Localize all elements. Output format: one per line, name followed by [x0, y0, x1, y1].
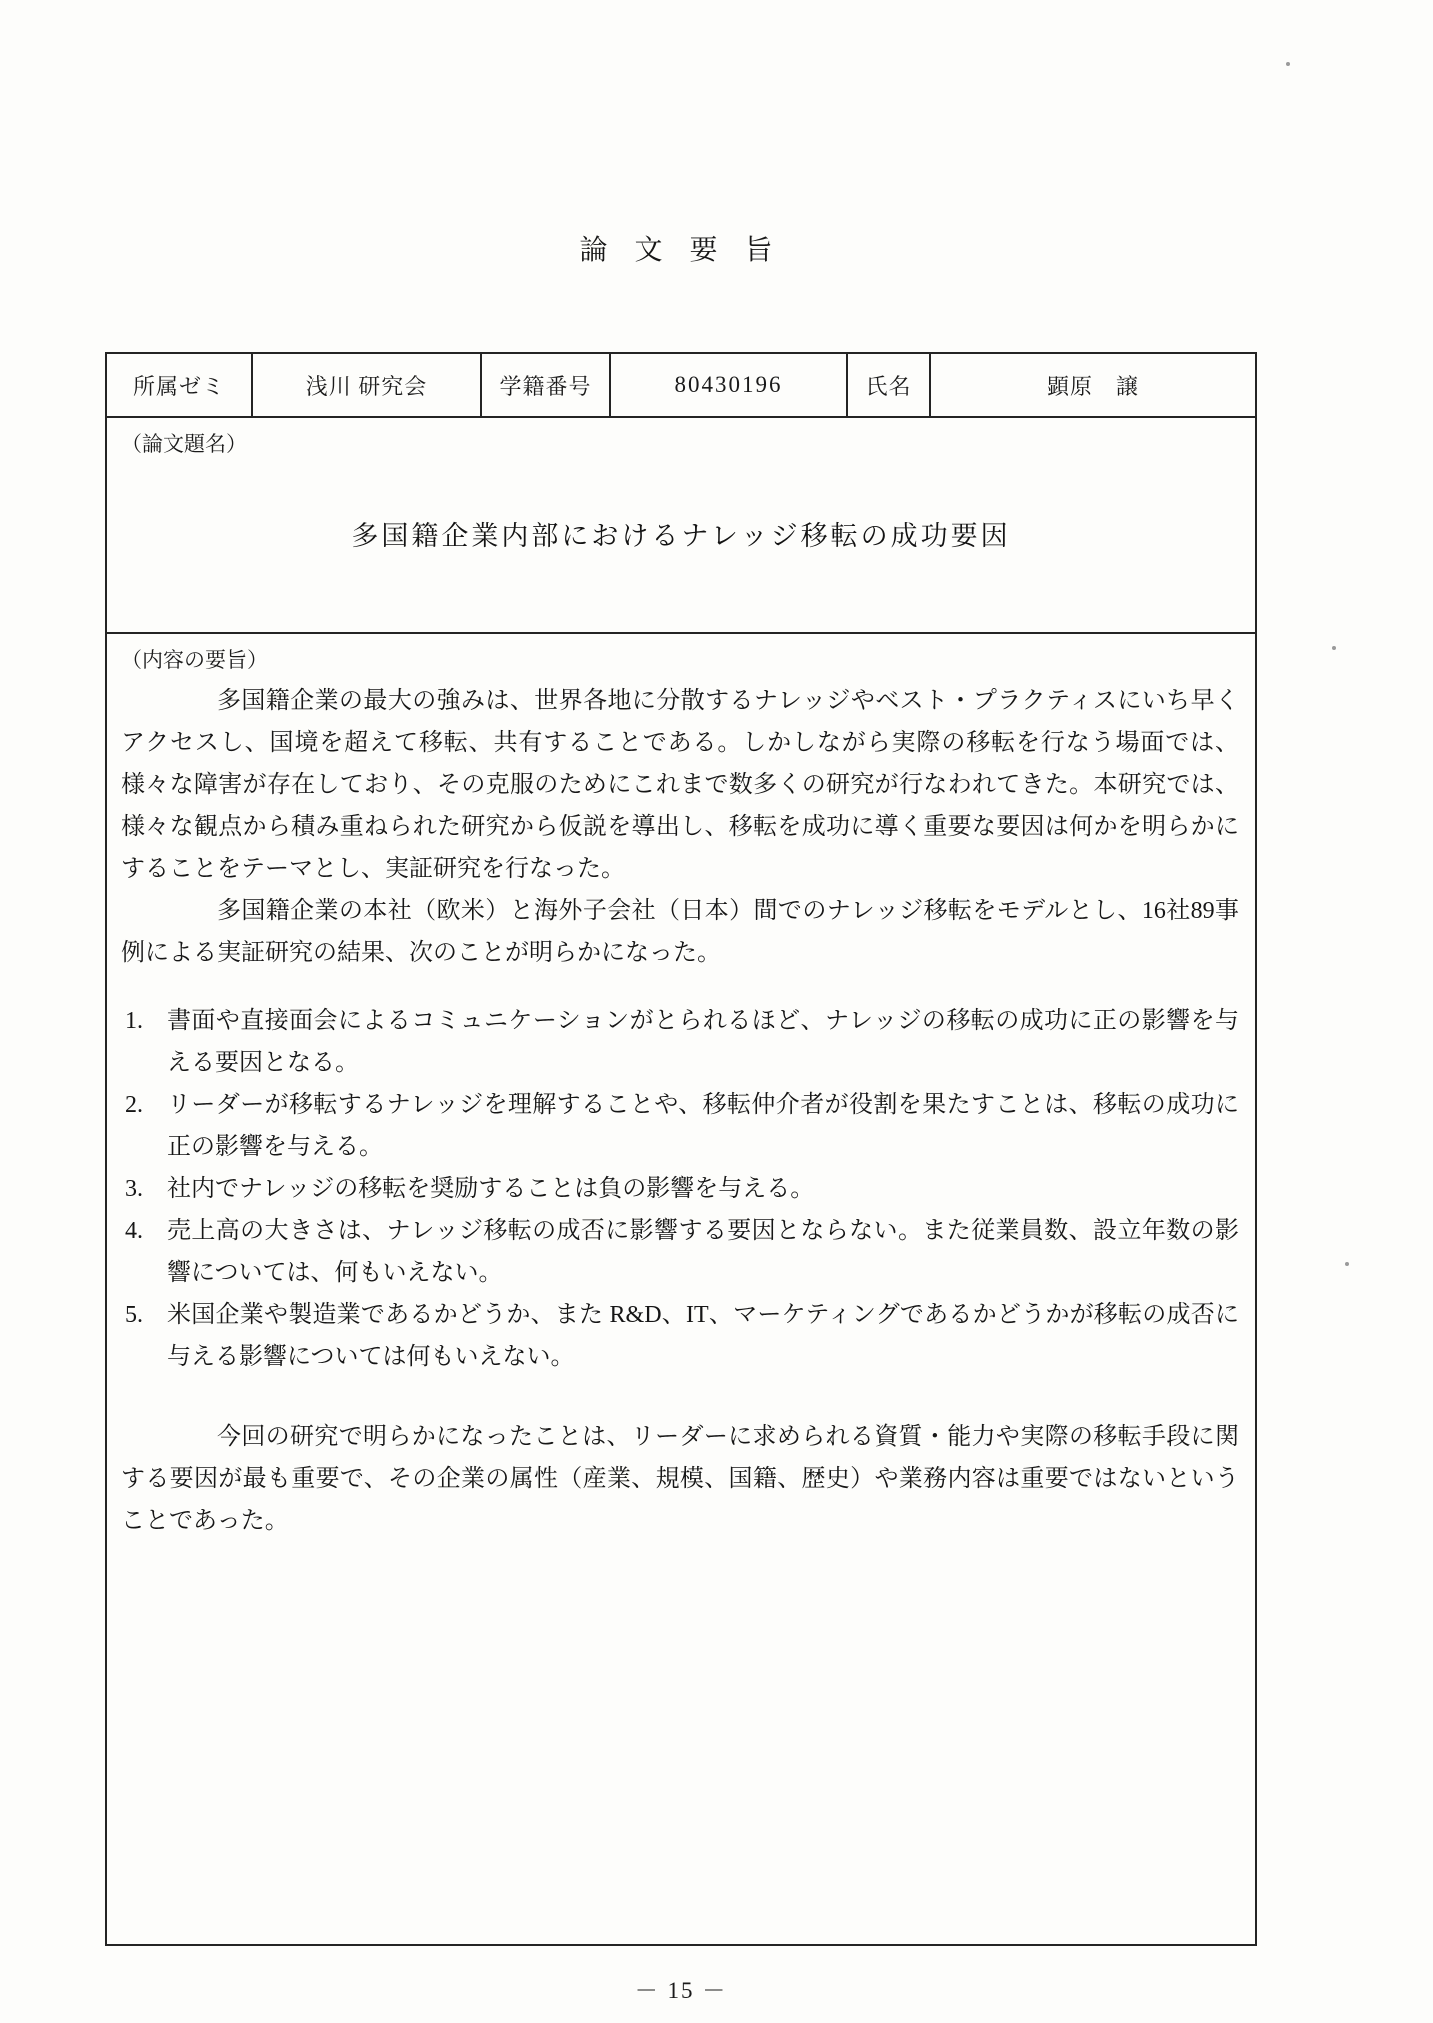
abstract-paragraph-1: 多国籍企業の最大の強みは、世界各地に分散するナレッジやベスト・プラクティスにいち早くアクセスし、国境を超えて移転、共有することである。しかしながら実際の移転を行なう場面では、様々な障害が存在しており、その克服のためにこれまで数多くの研究が行なわれてきた。本研究では、様々な観点から積み重ねられた研究から仮説を導出し、移転を成功に導く重要な要因は何かを明らかにすることをテーマとし、実証研究を行なった。: [121, 688, 1239, 882]
abstract-form-table: [105, 352, 1257, 1946]
list-item-number: 5.: [125, 1302, 143, 1328]
scan-artifact: [1332, 646, 1336, 650]
scan-artifact: [1286, 62, 1290, 66]
student-id-label-cell: 学籍番号: [482, 354, 611, 416]
student-id-value-cell: 80430196: [611, 354, 848, 416]
findings-list: [121, 1000, 1239, 1378]
list-item-text: 書面や直接面会によるコミュニケーションがとられるほど、ナレッジの移転の成功に正の影響を与える要因となる。: [167, 1008, 1239, 1076]
thesis-title-box: [107, 418, 1255, 634]
abstract-label: （内容の要旨）: [121, 648, 268, 672]
list-item-number: 2.: [125, 1092, 143, 1118]
abstract-box: [107, 634, 1255, 1940]
list-item-number: 3.: [125, 1176, 143, 1202]
list-item-number: 1.: [125, 1008, 143, 1034]
header-row: [107, 354, 1255, 418]
abstract-body: [121, 680, 1239, 1542]
list-item: [121, 1210, 1239, 1294]
abstract-paragraph-2: 多国籍企業の本社（欧米）と海外子会社（日本）間でのナレッジ移転をモデルとし、16社89事例による実証研究の結果、次のことが明らかになった。: [121, 898, 1239, 966]
thesis-title: 多国籍企業内部におけるナレッジ移転の成功要因: [351, 521, 1011, 551]
seminar-label-cell: 所属ゼミ: [107, 354, 253, 416]
list-item-text: 売上高の大きさは、ナレッジ移転の成否に影響する要因とならない。また従業員数、設立年数の影響については、何もいえない。: [167, 1218, 1239, 1286]
list-item-number: 4.: [125, 1218, 143, 1244]
page-number: － 15 －: [634, 1978, 728, 2003]
list-item: [121, 1168, 1239, 1210]
name-value-cell: 顕原 譲: [1046, 373, 1139, 399]
seminar-value-cell: 浅川 研究会: [253, 354, 482, 416]
scan-artifact: [1345, 1262, 1349, 1266]
list-item-text: 米国企業や製造業であるかどうか、また R&D、IT、マーケティングであるかどうかが移転の成否に与える影響については何もいえない。: [167, 1302, 1239, 1370]
list-item: [121, 1084, 1239, 1168]
list-item: [121, 1294, 1239, 1378]
list-item: [121, 1000, 1239, 1084]
name-label-cell: 氏名: [848, 354, 931, 416]
list-item-text: 社内でナレッジの移転を奨励することは負の影響を与える。: [167, 1176, 815, 1202]
list-item-text: リーダーが移転するナレッジを理解することや、移転仲介者が役割を果たすことは、移転の成功に正の影響を与える。: [167, 1092, 1239, 1160]
thesis-title-label: （論文題名）: [121, 432, 247, 456]
document-title: 論 文 要 旨: [579, 235, 783, 266]
abstract-closing-paragraph: 今回の研究で明らかになったことは、リーダーに求められる資質・能力や実際の移転手段に関する要因が最も重要で、その企業の属性（産業、規模、国籍、歴史）や業務内容は重要ではないということであった。: [121, 1424, 1239, 1534]
